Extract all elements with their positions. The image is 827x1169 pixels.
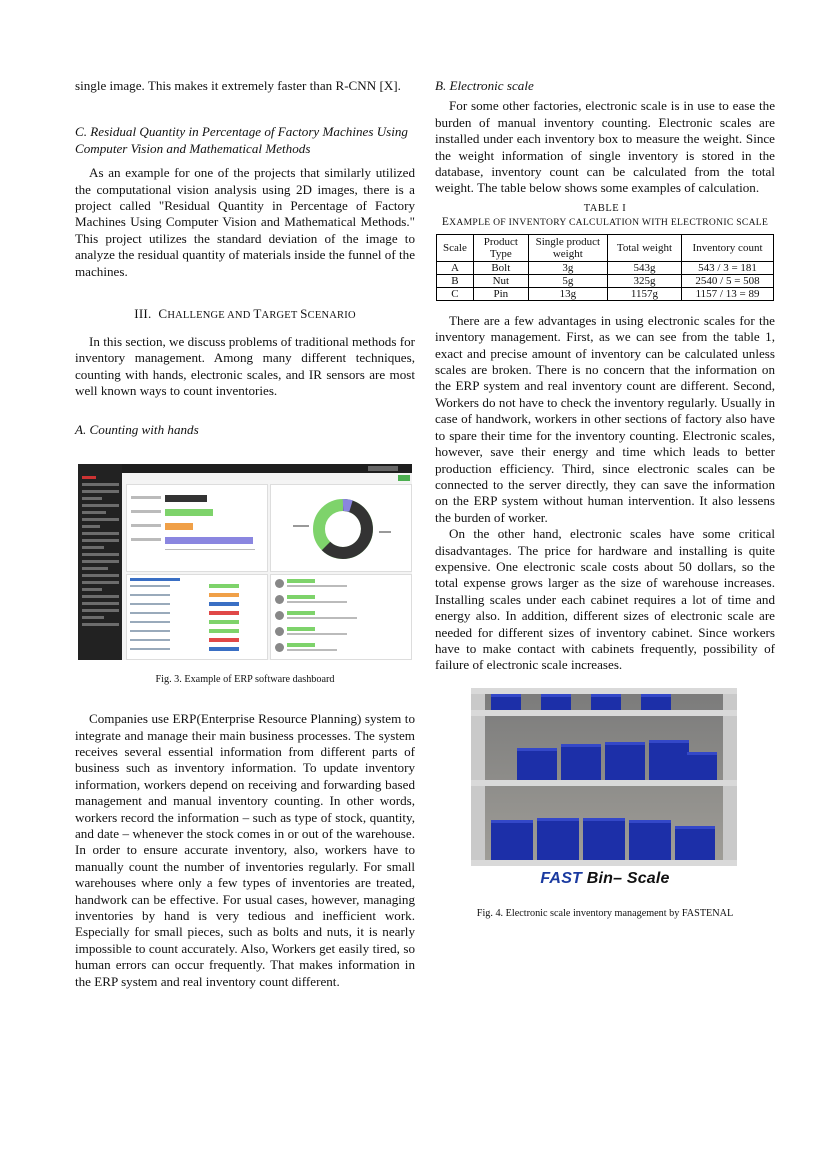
table-cell: 13g [528, 287, 607, 300]
paragraph-advantages: There are a few advantages in using electronic scales for the inventory management. First, as we can see from the table 1, exact and precise amount of inventory can be calculated unless scales are broken. There is no concern that the information on the ERP system and real inventory count are different. Second, Workers do not have to check the inventory regularly. Usually in case of handwork, workers in other sections of factory also have to spare their time for the inventory counting. Electronic scales, however, save their energy and time which leads to better production efficiency. Third, since electronic scales can be connected to the server directly, they can save the information on the ERP system without human intervention. It also lessens the burden of worker. [435, 312, 775, 525]
table-header: Inventory count [682, 234, 774, 261]
donut-chart [271, 485, 411, 571]
dashboard-topbar [78, 464, 412, 473]
section-rest-1: HALLENGE AND [167, 310, 254, 322]
bar-1 [165, 495, 207, 502]
table-cell: Bolt [473, 261, 528, 274]
paragraph-residual-quantity: As an example for one of the projects that similarly utilized the computational vision analysis using 2D images, there is a project called "Residual Quantity in Percentage of Factory Machines Using Computer Vision and Mathematical Methods." This project utilizes the standard deviation of the image to analyze the residual quantity of materials inside the funnel of the machines. [75, 165, 415, 279]
table-cell: 1157 / 13 = 89 [682, 287, 774, 300]
brand-scale: – Scale [613, 869, 670, 887]
table-cell: 3g [528, 261, 607, 274]
inventory-table [436, 234, 774, 301]
donut-chart-panel [270, 484, 412, 572]
table-cell: A [437, 261, 474, 274]
table-cell: 2540 / 5 = 508 [682, 274, 774, 287]
table-title-first: E [441, 215, 450, 228]
table-cell: 1157g [607, 287, 681, 300]
subsection-b-title: B. Electronic scale [435, 78, 534, 93]
section-rest-2: ARGET [261, 310, 301, 322]
table-cell: 5g [528, 274, 607, 287]
table-header: Single product weight [528, 234, 607, 261]
fig4-caption: Fig. 4. Electronic scale inventory management by FASTENAL [476, 907, 734, 919]
section-cap-2: T [253, 306, 262, 322]
paragraph-section-3: In this section, we discuss problems of traditional methods for inventory management. Among many different techniques, counting with hands, electronic scales, and IR sensors are most well known ways to count inventories. [75, 334, 415, 399]
bar-chart-panel [126, 484, 268, 572]
subsection-c-title: C. Residual Quantity in Percentage of Factory Machines Using Computer Vision and Mathematical Methods [75, 124, 408, 156]
section-cap-1: C [158, 306, 168, 322]
table-header: Product Type [473, 234, 528, 261]
paragraph-electronic-scale: For some other factories, electronic scale is in use to ease the burden of manual inventory counting. Electronic scales are installed under each inventory box to measure the weight. Since the weight information of single inventory is stored in the database, inventory count can be calculated from the total weight. The table below shows some examples of calculation. [435, 98, 775, 196]
section-cap-3: S [300, 306, 308, 322]
fast-bin-scale-logo [435, 870, 775, 888]
paragraph-erp: Companies use ERP(Enterprise Resource Planning) system to integrate and manage their main business processes. The system receives several essential information from different parts of business such as inventory information. To update inventory information, workers depend on receiving and forwarding based management and manual inventory counting. In other words, workers record the information – such as type of stock, quantity, and date – whenever the stock comes in or out of the warehouse. In order to ensure accurate inventory, also, workers have to manually count the number of inventories regularly. For small warehouses where only a few types of inventories are treated, handwork can be effective. For usual cases, however, managing inventories by hand is very tedious and inefficient work. Especially for small pieces, such as bolts and nuts, it is nearly impossible to count accurately. Also, Workers get easily tired, so human errors can occur frequently. That makes information in the ERP system and real inventory count different. [75, 711, 415, 989]
bar-2 [165, 509, 213, 516]
table-cell: C [437, 287, 474, 300]
table-header: Total weight [607, 234, 681, 261]
order-list-panel [126, 574, 268, 660]
table-title-rest: XAMPLE OF INVENTORY CALCULATION WITH ELECTRONIC SCALE [449, 216, 769, 228]
subsection-a-title: A. Counting with hands [75, 421, 199, 437]
left-column [75, 78, 415, 990]
table-row [437, 287, 774, 300]
activity-feed-panel [270, 574, 412, 660]
paragraph-disadvantages: On the other hand, electronic scales have some critical disadvantages. The price for hardware and installing is quite expensive. One electronic scale costs about 50 dollars, so the total expense grows larger as the size of warehouse increases. Installing scales under each cabinet requires a lot of time and energy also. In addition, different sizes of electronic scale are needed for different sizes of inventory cabinet. Since workers have to make contact with cabinets frequently, possibility of failure of electronic scale increases. [435, 526, 775, 673]
fastenal-bin-scale-photo [471, 688, 737, 866]
table-header: Scale [437, 234, 474, 261]
brand-fast: FAST [540, 869, 583, 887]
table-cell: Nut [473, 274, 528, 287]
table-cell: 325g [607, 274, 681, 287]
fig3-caption: Fig. 3. Example of ERP software dashboard [155, 674, 335, 686]
right-column [435, 78, 775, 919]
brand-bin: Bin [586, 869, 614, 887]
table-row [437, 274, 774, 287]
table-cell: B [437, 274, 474, 287]
table-title [435, 216, 775, 228]
bar-4 [165, 537, 253, 544]
section-3-title [75, 306, 415, 322]
table-cell: Pin [473, 287, 528, 300]
section-number: III. [134, 306, 152, 322]
section-rest-3: CENARIO [307, 310, 356, 322]
table-row [437, 261, 774, 274]
erp-dashboard-image [78, 464, 412, 660]
dashboard-sidebar [78, 464, 122, 660]
table-cell: 543g [607, 261, 681, 274]
table-label: TABLE I [583, 202, 627, 214]
bar-3 [165, 523, 193, 530]
table-cell: 543 / 3 = 181 [682, 261, 774, 274]
paragraph-intro: single image. This makes it extremely faster than R-CNN [X]. [75, 78, 401, 93]
